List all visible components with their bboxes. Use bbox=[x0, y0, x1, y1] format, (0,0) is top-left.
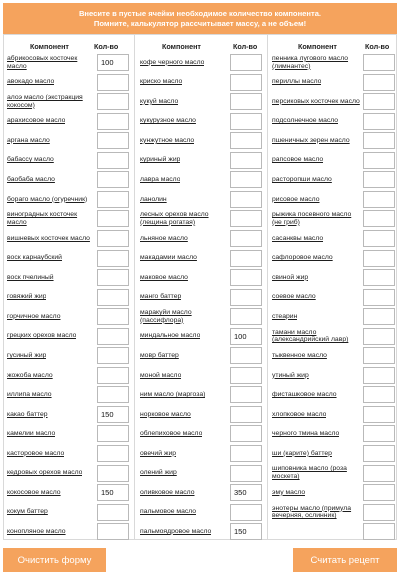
ingredient-link[interactable] bbox=[7, 92, 95, 111]
ingredient-name[interactable]: грецких орехов масло bbox=[7, 332, 77, 340]
column-divider bbox=[267, 35, 268, 539]
quantity-input[interactable] bbox=[230, 523, 262, 540]
ingredient-name[interactable]: овечий жир bbox=[140, 449, 177, 457]
quantity-input[interactable] bbox=[363, 445, 395, 462]
quantity-input[interactable] bbox=[230, 54, 262, 71]
quantity-input[interactable] bbox=[97, 269, 129, 286]
ingredient-name[interactable]: ланолин bbox=[140, 195, 167, 203]
column-divider bbox=[134, 35, 135, 539]
quantity-input[interactable] bbox=[230, 328, 262, 345]
ingredient-name[interactable]: иллипа масло bbox=[7, 391, 52, 399]
ingredient-link[interactable] bbox=[140, 307, 228, 326]
ingredient-name[interactable]: рисовое масло bbox=[272, 195, 320, 203]
quantity-input[interactable] bbox=[97, 250, 129, 267]
ingredient-link[interactable] bbox=[7, 249, 95, 268]
ingredient-name[interactable]: кокум баттер bbox=[7, 508, 48, 516]
quantity-input[interactable] bbox=[97, 386, 129, 403]
ingredient-name[interactable]: кукуй масло bbox=[140, 97, 179, 105]
ingredient-name[interactable]: лавра масло bbox=[140, 176, 181, 183]
ingredient-name[interactable]: кукурузное масло bbox=[140, 117, 196, 125]
ingredient-link[interactable] bbox=[272, 249, 360, 268]
ingredient-name[interactable]: маракуйи масло (пассифлора) bbox=[140, 309, 192, 324]
ingredient-link[interactable] bbox=[272, 53, 360, 72]
ingredient-name[interactable]: абрикосовых косточек масло bbox=[7, 54, 78, 70]
ingredient-name[interactable]: персиковых косточек масло bbox=[272, 97, 360, 105]
ingredient-name[interactable]: аргана масло bbox=[7, 136, 50, 144]
ingredient-link[interactable] bbox=[140, 405, 228, 424]
quantity-input[interactable] bbox=[363, 210, 395, 227]
ingredient-link[interactable] bbox=[140, 464, 228, 483]
quantity-input[interactable] bbox=[230, 74, 262, 91]
quantity-input[interactable] bbox=[230, 132, 262, 149]
calculate-recipe-button[interactable]: Считать рецепт bbox=[293, 548, 397, 572]
ingredient-link[interactable] bbox=[140, 73, 228, 92]
ingredient-link[interactable] bbox=[272, 190, 360, 209]
ingredient-link[interactable] bbox=[272, 288, 360, 307]
ingredient-name[interactable]: пшеничных зерен масло bbox=[272, 136, 350, 144]
ingredient-name[interactable]: черного тмина масло bbox=[272, 430, 340, 438]
ingredient-name[interactable]: рыжика посевного масло (не гриб) bbox=[272, 211, 352, 226]
ingredient-link[interactable] bbox=[140, 209, 228, 228]
quantity-input[interactable] bbox=[97, 504, 129, 521]
ingredient-link[interactable] bbox=[272, 405, 360, 424]
quantity-input[interactable] bbox=[230, 210, 262, 227]
quantity-input[interactable] bbox=[363, 367, 395, 384]
ingredient-name[interactable]: манго баттер bbox=[140, 293, 182, 301]
ingredient-name[interactable]: свиной жир bbox=[272, 273, 309, 281]
ingredient-name[interactable]: периллы масло bbox=[272, 78, 322, 86]
ingredient-link[interactable] bbox=[272, 151, 360, 170]
ingredient-link[interactable] bbox=[140, 327, 228, 346]
ingredients-table bbox=[3, 34, 397, 540]
quantity-input[interactable] bbox=[230, 347, 262, 364]
quantity-input[interactable] bbox=[363, 171, 395, 188]
quantity-input[interactable] bbox=[230, 445, 262, 462]
ingredient-name[interactable]: облепиховое масло bbox=[140, 430, 203, 438]
quantity-input[interactable] bbox=[97, 367, 129, 384]
quantity-input[interactable] bbox=[363, 504, 395, 521]
ingredient-name[interactable]: маковое масло bbox=[140, 273, 188, 281]
ingredient-name[interactable]: моной масло bbox=[140, 371, 182, 379]
quantity-input[interactable] bbox=[363, 465, 395, 482]
ingredient-link[interactable] bbox=[272, 307, 360, 326]
ingredient-name[interactable]: фисташковое масло bbox=[272, 391, 337, 399]
ingredient-name[interactable]: куриный жир bbox=[140, 156, 181, 164]
ingredient-name[interactable]: макадамии масло bbox=[140, 254, 197, 262]
quantity-input[interactable] bbox=[230, 230, 262, 247]
ingredient-name[interactable]: подсолнечное масло bbox=[272, 117, 339, 125]
ingredient-name[interactable]: мовр баттер bbox=[140, 351, 179, 359]
ingredient-link[interactable] bbox=[140, 131, 228, 150]
column-header-component: Компонент bbox=[162, 42, 201, 51]
quantity-input[interactable] bbox=[230, 289, 262, 306]
ingredient-link[interactable] bbox=[7, 268, 95, 287]
ingredient-link[interactable] bbox=[272, 112, 360, 131]
ingredient-link[interactable] bbox=[7, 366, 95, 385]
ingredient-link[interactable] bbox=[7, 288, 95, 307]
ingredient-name[interactable]: камелии масло bbox=[7, 430, 56, 438]
ingredient-link[interactable] bbox=[272, 73, 360, 92]
quantity-input[interactable] bbox=[363, 191, 395, 208]
ingredient-link[interactable] bbox=[7, 385, 95, 404]
quantity-input[interactable] bbox=[97, 523, 129, 540]
ingredient-link[interactable] bbox=[7, 424, 95, 443]
ingredient-name[interactable]: тамани масло (александрийский лавр) bbox=[272, 328, 349, 344]
quantity-input[interactable] bbox=[230, 504, 262, 521]
quantity-input[interactable] bbox=[230, 171, 262, 188]
ingredient-name[interactable]: сасанквы масло bbox=[272, 234, 324, 242]
quantity-input[interactable] bbox=[97, 74, 129, 91]
quantity-input[interactable] bbox=[363, 250, 395, 267]
ingredient-link[interactable] bbox=[7, 522, 95, 541]
quantity-input[interactable] bbox=[363, 93, 395, 110]
instruction-line-1: Внесите в пустые ячейки необходимое количество компонента. bbox=[78, 9, 322, 18]
ingredient-link[interactable] bbox=[7, 307, 95, 326]
ingredient-name[interactable]: виноградных косточек масло bbox=[7, 211, 78, 226]
ingredient-name[interactable]: горчичное масло bbox=[7, 312, 61, 320]
ingredient-link[interactable] bbox=[272, 229, 360, 248]
ingredient-link[interactable] bbox=[7, 503, 95, 522]
ingredient-link[interactable] bbox=[140, 444, 228, 463]
ingredient-name[interactable]: льняное масло bbox=[140, 234, 188, 242]
quantity-input[interactable] bbox=[230, 406, 262, 423]
ingredient-link[interactable] bbox=[272, 170, 360, 189]
ingredient-name[interactable]: говяжий жир bbox=[7, 293, 47, 301]
ingredient-name[interactable]: жожоба масло bbox=[7, 371, 53, 379]
ingredient-name[interactable]: олений жир bbox=[140, 469, 177, 477]
quantity-input[interactable] bbox=[97, 113, 129, 130]
instruction-banner bbox=[3, 3, 397, 34]
ingredient-link[interactable] bbox=[272, 424, 360, 443]
ingredient-name[interactable]: рапсовое масло bbox=[272, 156, 324, 164]
ingredient-name[interactable]: оливковое масло bbox=[140, 488, 195, 496]
ingredient-name[interactable]: бабассу масло bbox=[7, 156, 54, 164]
ingredient-link[interactable] bbox=[7, 327, 95, 346]
quantity-input[interactable] bbox=[363, 230, 395, 247]
quantity-input[interactable] bbox=[230, 425, 262, 442]
ingredient-name[interactable]: расторопши масло bbox=[272, 176, 332, 183]
ingredient-link[interactable] bbox=[140, 53, 228, 72]
quantity-input[interactable] bbox=[363, 289, 395, 306]
column-header-component: Компонент bbox=[298, 42, 337, 51]
column-header-qty: Кол-во bbox=[365, 42, 390, 51]
ingredient-name[interactable]: криско масло bbox=[140, 78, 183, 86]
ingredient-name[interactable]: лесных орехов масло (лещина рогатая) bbox=[140, 211, 209, 226]
quantity-input[interactable] bbox=[97, 484, 129, 501]
ingredient-name[interactable]: кунжутное масло bbox=[140, 136, 195, 144]
ingredient-name[interactable]: хлопковое масло bbox=[272, 410, 327, 418]
ingredient-link[interactable] bbox=[7, 112, 95, 131]
ingredient-link[interactable] bbox=[272, 385, 360, 404]
quantity-input[interactable] bbox=[230, 152, 262, 169]
quantity-input[interactable] bbox=[363, 328, 395, 345]
ingredient-link[interactable] bbox=[272, 268, 360, 287]
ingredient-link[interactable] bbox=[140, 346, 228, 365]
quantity-input[interactable] bbox=[230, 465, 262, 482]
ingredient-link[interactable] bbox=[7, 405, 95, 424]
quantity-input[interactable] bbox=[230, 250, 262, 267]
ingredient-link[interactable] bbox=[140, 385, 228, 404]
ingredient-name[interactable]: эму масло bbox=[272, 488, 306, 496]
quantity-input[interactable] bbox=[230, 113, 262, 130]
quantity-input[interactable] bbox=[97, 445, 129, 462]
quantity-input[interactable] bbox=[97, 289, 129, 306]
ingredient-name[interactable]: гусиный жир bbox=[7, 351, 47, 359]
ingredient-name[interactable]: баобаба масло bbox=[7, 176, 55, 183]
quantity-input[interactable] bbox=[230, 93, 262, 110]
ingredient-name[interactable]: касторовое масло bbox=[7, 449, 65, 457]
quantity-input[interactable] bbox=[363, 523, 395, 540]
ingredient-link[interactable] bbox=[7, 229, 95, 248]
ingredient-name[interactable]: тыквенное масло bbox=[272, 351, 327, 359]
ingredient-link[interactable] bbox=[272, 483, 360, 502]
ingredient-link[interactable] bbox=[272, 503, 360, 522]
quantity-input[interactable] bbox=[363, 484, 395, 501]
ingredient-link[interactable] bbox=[140, 229, 228, 248]
instruction-line-2: Помните, калькулятор рассчитывает массу, а не объем! bbox=[93, 19, 307, 28]
quantity-input[interactable] bbox=[363, 132, 395, 149]
ingredient-link[interactable] bbox=[272, 346, 360, 365]
ingredient-link[interactable] bbox=[7, 444, 95, 463]
ingredient-link[interactable] bbox=[140, 190, 228, 209]
ingredient-link[interactable] bbox=[7, 53, 95, 72]
quantity-input[interactable] bbox=[230, 367, 262, 384]
quantity-input[interactable] bbox=[230, 484, 262, 501]
ingredient-link[interactable] bbox=[7, 73, 95, 92]
ingredient-link[interactable] bbox=[140, 366, 228, 385]
quantity-input[interactable] bbox=[363, 74, 395, 91]
quantity-input[interactable] bbox=[363, 347, 395, 364]
ingredient-name[interactable]: воск пчелиный bbox=[7, 273, 54, 281]
quantity-input[interactable] bbox=[363, 152, 395, 169]
quantity-input[interactable] bbox=[363, 113, 395, 130]
ingredient-name[interactable]: пальмовое масло bbox=[140, 508, 197, 516]
quantity-input[interactable] bbox=[363, 308, 395, 325]
ingredient-name[interactable]: авокадо масло bbox=[7, 78, 55, 86]
quantity-input[interactable] bbox=[97, 152, 129, 169]
ingredient-link[interactable] bbox=[140, 483, 228, 502]
ingredient-link[interactable] bbox=[7, 464, 95, 483]
ingredient-link[interactable] bbox=[140, 249, 228, 268]
quantity-input[interactable] bbox=[97, 308, 129, 325]
ingredient-link[interactable] bbox=[272, 464, 360, 483]
ingredient-link[interactable] bbox=[140, 92, 228, 111]
clear-form-button[interactable]: Очистить форму bbox=[3, 548, 106, 572]
ingredient-link[interactable] bbox=[140, 112, 228, 131]
column-header-qty: Кол-во bbox=[94, 42, 119, 51]
quantity-input[interactable] bbox=[97, 93, 129, 110]
ingredient-link[interactable] bbox=[7, 131, 95, 150]
column-header-component: Компонент bbox=[30, 42, 69, 51]
ingredient-link[interactable] bbox=[272, 131, 360, 150]
ingredient-name[interactable]: соевое масло bbox=[272, 293, 316, 301]
quantity-input[interactable] bbox=[363, 54, 395, 71]
ingredient-link[interactable] bbox=[140, 268, 228, 287]
quantity-input[interactable] bbox=[97, 328, 129, 345]
ingredient-link[interactable] bbox=[140, 170, 228, 189]
ingredient-link[interactable] bbox=[140, 151, 228, 170]
ingredient-link[interactable] bbox=[7, 346, 95, 365]
quantity-input[interactable] bbox=[97, 406, 129, 423]
ingredient-link[interactable] bbox=[7, 190, 95, 209]
ingredient-name[interactable]: стеарин bbox=[272, 312, 298, 320]
ingredient-name[interactable]: конопляное масло bbox=[7, 527, 66, 535]
ingredient-link[interactable] bbox=[140, 503, 228, 522]
ingredient-name[interactable]: алоэ масло (экстракция кокосом) bbox=[7, 94, 83, 109]
ingredient-link[interactable] bbox=[140, 522, 228, 541]
quantity-input[interactable] bbox=[363, 425, 395, 442]
ingredient-name[interactable]: утиный жир bbox=[272, 371, 309, 379]
quantity-input[interactable] bbox=[230, 308, 262, 325]
ingredient-name[interactable]: норковое масло bbox=[140, 410, 191, 418]
ingredient-name[interactable]: миндальное масло bbox=[140, 332, 201, 340]
quantity-input[interactable] bbox=[97, 347, 129, 364]
ingredient-link[interactable] bbox=[272, 209, 360, 228]
ingredient-name[interactable]: энотеры масло (примула вечерняя, ослинник) bbox=[272, 504, 352, 520]
ingredient-name[interactable]: бораго масло (огуречник) bbox=[7, 195, 88, 203]
ingredient-name[interactable]: арахисовое масло bbox=[7, 117, 66, 125]
ingredient-link[interactable] bbox=[272, 327, 360, 346]
ingredient-link[interactable] bbox=[272, 366, 360, 385]
ingredient-name[interactable]: пальмоядровое масло bbox=[140, 527, 212, 535]
ingredient-name[interactable]: сафлоровое масло bbox=[272, 254, 333, 262]
quantity-input[interactable] bbox=[230, 269, 262, 286]
quantity-input[interactable] bbox=[97, 210, 129, 227]
ingredient-name[interactable]: ши (карите) баттер bbox=[272, 449, 332, 457]
column-header-qty: Кол-во bbox=[233, 42, 258, 51]
ingredient-name[interactable]: кокосовое масло bbox=[7, 488, 61, 496]
ingredient-name[interactable]: шиповника масло (роза москета) bbox=[272, 465, 347, 481]
quantity-input[interactable] bbox=[230, 191, 262, 208]
ingredient-link[interactable] bbox=[140, 424, 228, 443]
ingredient-name[interactable]: ним масло (маргоза) bbox=[140, 391, 206, 399]
ingredient-link[interactable] bbox=[7, 483, 95, 502]
ingredient-name[interactable]: кедровых орехов масло bbox=[7, 469, 83, 477]
ingredient-name[interactable]: какао баттер bbox=[7, 410, 48, 418]
quantity-input[interactable] bbox=[363, 386, 395, 403]
ingredient-link[interactable] bbox=[272, 444, 360, 463]
ingredient-name[interactable]: кофе черного масло bbox=[140, 58, 205, 66]
quantity-input[interactable] bbox=[97, 54, 129, 71]
quantity-input[interactable] bbox=[97, 171, 129, 188]
ingredient-link[interactable] bbox=[7, 170, 95, 189]
ingredient-link[interactable] bbox=[7, 151, 95, 170]
quantity-input[interactable] bbox=[363, 406, 395, 423]
ingredient-name[interactable]: пенника лугового масло (лимнантес) bbox=[272, 54, 349, 70]
ingredient-name[interactable]: воск карнаубский bbox=[7, 254, 62, 262]
quantity-input[interactable] bbox=[97, 191, 129, 208]
quantity-input[interactable] bbox=[363, 269, 395, 286]
quantity-input[interactable] bbox=[230, 386, 262, 403]
quantity-input[interactable] bbox=[97, 465, 129, 482]
quantity-input[interactable] bbox=[97, 230, 129, 247]
quantity-input[interactable] bbox=[97, 425, 129, 442]
ingredient-link[interactable] bbox=[7, 209, 95, 228]
ingredient-name[interactable]: вишневых косточек масло bbox=[7, 234, 90, 242]
ingredient-link[interactable] bbox=[140, 288, 228, 307]
ingredient-link[interactable] bbox=[272, 92, 360, 111]
quantity-input[interactable] bbox=[97, 132, 129, 149]
